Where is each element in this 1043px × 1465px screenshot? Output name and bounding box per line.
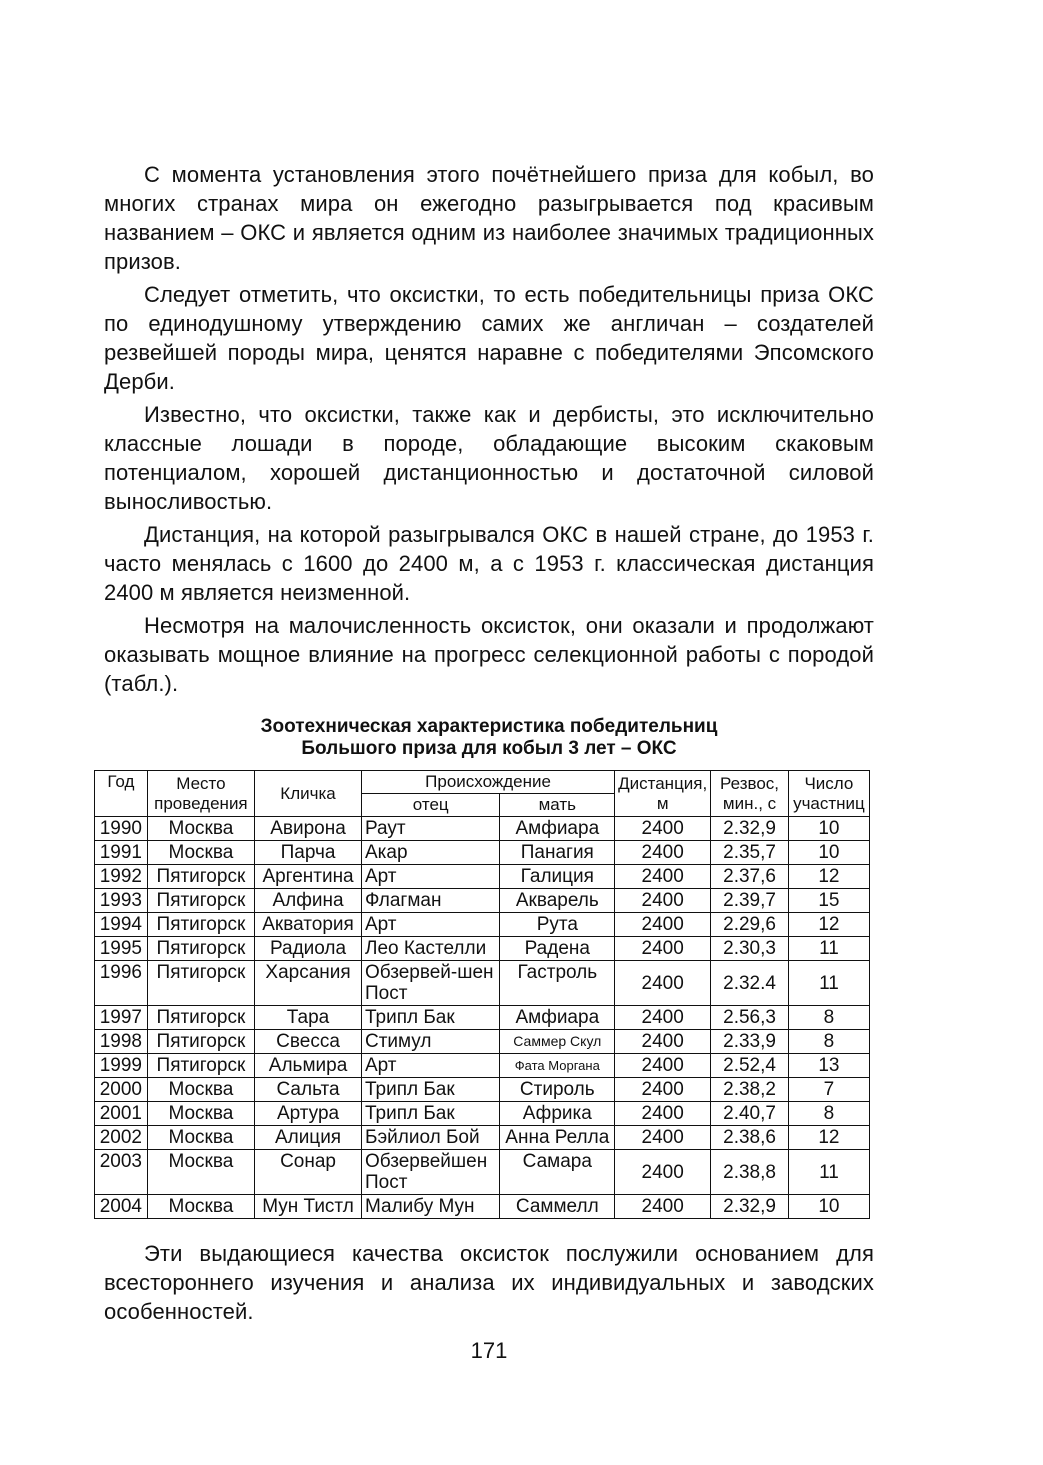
header-count: Число участниц <box>788 771 869 817</box>
cell-speed: 2.38,8 <box>711 1150 789 1195</box>
cell-speed: 2.33,9 <box>711 1030 789 1054</box>
cell-distance: 2400 <box>615 1102 711 1126</box>
table-row <box>95 1195 870 1219</box>
cell-distance: 2400 <box>615 1006 711 1030</box>
table-row <box>95 1006 870 1030</box>
cell-year: 2000 <box>95 1078 148 1102</box>
cell-speed: 2.39,7 <box>711 889 789 913</box>
cell-name: Сальта <box>255 1078 362 1102</box>
cell-sire: Трипл Бак <box>361 1102 500 1126</box>
cell-year: 2002 <box>95 1126 148 1150</box>
cell-sire: Обзервейшен Пост <box>361 1150 500 1195</box>
cell-dam: Акварель <box>500 889 615 913</box>
cell-name: Акватория <box>255 913 362 937</box>
cell-speed: 2.37,6 <box>711 865 789 889</box>
cell-place: Пятигорск <box>147 889 254 913</box>
cell-count: 10 <box>788 817 869 841</box>
cell-name: Альмира <box>255 1054 362 1078</box>
cell-year: 1992 <box>95 865 148 889</box>
cell-distance: 2400 <box>615 1150 711 1195</box>
cell-sire: Акар <box>361 841 500 865</box>
cell-count: 8 <box>788 1030 869 1054</box>
table-row <box>95 913 870 937</box>
header-place: Место проведения <box>147 771 254 817</box>
table-row <box>95 937 870 961</box>
table-row <box>95 865 870 889</box>
header-dam: мать <box>500 794 615 817</box>
cell-distance: 2400 <box>615 817 711 841</box>
header-name: Кличка <box>255 771 362 817</box>
cell-distance: 2400 <box>615 1078 711 1102</box>
cell-distance: 2400 <box>615 937 711 961</box>
cell-name: Тара <box>255 1006 362 1030</box>
cell-year: 1996 <box>95 961 148 1006</box>
cell-count: 15 <box>788 889 869 913</box>
cell-dam: Рута <box>500 913 615 937</box>
cell-sire: Лео Кастелли <box>361 937 500 961</box>
cell-place: Москва <box>147 841 254 865</box>
table-row <box>95 1054 870 1078</box>
cell-dam: Амфиара <box>500 817 615 841</box>
cell-place: Пятигорск <box>147 1030 254 1054</box>
table-row <box>95 817 870 841</box>
cell-distance: 2400 <box>615 889 711 913</box>
paragraph: Дистанция, на которой разыгрывался ОКС в нашей стране, до 1953 г. часто менялась с 1600 до 2400 м, а с 1953 г. классическая дистанция 2400 м является неизменной. <box>104 522 874 605</box>
cell-name: Артура <box>255 1102 362 1126</box>
cell-count: 7 <box>788 1078 869 1102</box>
cell-name: Свесса <box>255 1030 362 1054</box>
cell-sire: Раут <box>361 817 500 841</box>
table-row <box>95 889 870 913</box>
cell-count: 11 <box>788 961 869 1006</box>
cell-speed: 2.35,7 <box>711 841 789 865</box>
cell-place: Москва <box>147 1078 254 1102</box>
cell-distance: 2400 <box>615 1195 711 1219</box>
cell-speed: 2.32,9 <box>711 817 789 841</box>
cell-sire: Арт <box>361 1054 500 1078</box>
cell-dam: Фата Моргана <box>500 1054 615 1078</box>
cell-distance: 2400 <box>615 1054 711 1078</box>
cell-place: Пятигорск <box>147 865 254 889</box>
cell-sire: Арт <box>361 865 500 889</box>
cell-count: 12 <box>788 913 869 937</box>
cell-name: Аргентина <box>255 865 362 889</box>
header-speed: Резвос, мин., с <box>711 771 789 817</box>
cell-year: 1997 <box>95 1006 148 1030</box>
cell-sire: Обзервей-шен Пост <box>361 961 500 1006</box>
cell-speed: 2.40,7 <box>711 1102 789 1126</box>
cell-distance: 2400 <box>615 865 711 889</box>
cell-sire: Трипл Бак <box>361 1078 500 1102</box>
cell-year: 1998 <box>95 1030 148 1054</box>
cell-count: 13 <box>788 1054 869 1078</box>
table-row <box>95 841 870 865</box>
page-content <box>99 160 874 1364</box>
table-row <box>95 1126 870 1150</box>
cell-year: 1990 <box>95 817 148 841</box>
cell-place: Пятигорск <box>147 961 254 1006</box>
cell-year: 2003 <box>95 1150 148 1195</box>
cell-count: 10 <box>788 841 869 865</box>
cell-year: 1999 <box>95 1054 148 1078</box>
header-distance: Дистанция, м <box>615 771 711 817</box>
cell-dam: Радена <box>500 937 615 961</box>
closing-paragraph: Эти выдающиеся качества оксисток послужили основанием для всестороннего изучения и анализа их индивидуальных и заводских особенностей. <box>104 1241 874 1324</box>
cell-count: 11 <box>788 937 869 961</box>
cell-name: Парча <box>255 841 362 865</box>
cell-distance: 2400 <box>615 1030 711 1054</box>
cell-count: 12 <box>788 865 869 889</box>
cell-speed: 2.52,4 <box>711 1054 789 1078</box>
cell-sire: Стимул <box>361 1030 500 1054</box>
cell-name: Авирона <box>255 817 362 841</box>
cell-place: Пятигорск <box>147 1006 254 1030</box>
cell-speed: 2.38,6 <box>711 1126 789 1150</box>
paragraph: Несмотря на малочисленность оксисток, они оказали и продолжают оказывать мощное влияние на прогресс селекционной работы с породой (табл.). <box>104 613 874 696</box>
cell-name: Радиола <box>255 937 362 961</box>
header-sire: отец <box>361 794 500 817</box>
cell-name: Мун Тистл <box>255 1195 362 1219</box>
page-number: 171 <box>470 1338 508 1363</box>
cell-speed: 2.29,6 <box>711 913 789 937</box>
cell-dam: Африка <box>500 1102 615 1126</box>
cell-speed: 2.32,9 <box>711 1195 789 1219</box>
cell-year: 1991 <box>95 841 148 865</box>
cell-dam: Саммер Скул <box>500 1030 615 1054</box>
table-caption-line: Зоотехническая характеристика победительниц <box>260 716 718 737</box>
cell-place: Пятигорск <box>147 913 254 937</box>
cell-name: Алфина <box>255 889 362 913</box>
cell-count: 8 <box>788 1006 869 1030</box>
cell-place: Москва <box>147 817 254 841</box>
cell-dam: Анна Релла <box>500 1126 615 1150</box>
cell-year: 1995 <box>95 937 148 961</box>
table-row <box>95 1030 870 1054</box>
paragraph: Следует отметить, что оксистки, то есть победительницы приза ОКС по единодушному утверждению самих же англичан – создателей резвейшей породы мира, ценятся наравне с победителями Эпсомского Дерби. <box>104 282 874 394</box>
cell-speed: 2.38,2 <box>711 1078 789 1102</box>
paragraph: С момента установления этого почётнейшего приза для кобыл, во многих странах мира он ежегодно разыгрывается под красивым названием – ОКС и является одним из наиболее значимых традиционных призов. <box>104 162 874 274</box>
cell-speed: 2.30,3 <box>711 937 789 961</box>
cell-year: 2004 <box>95 1195 148 1219</box>
cell-speed: 2.32.4 <box>711 961 789 1006</box>
intro-text <box>104 160 874 698</box>
cell-place: Пятигорск <box>147 1054 254 1078</box>
table-row <box>95 1150 870 1195</box>
cell-dam: Самара <box>500 1150 615 1195</box>
cell-place: Москва <box>147 1102 254 1126</box>
cell-year: 1994 <box>95 913 148 937</box>
table-row <box>95 1078 870 1102</box>
cell-sire: Трипл Бак <box>361 1006 500 1030</box>
cell-name: Сонар <box>255 1150 362 1195</box>
winners-table <box>94 770 870 1219</box>
cell-distance: 2400 <box>615 841 711 865</box>
table-caption-line: Большого приза для кобыл 3 лет – ОКС <box>301 738 677 759</box>
cell-distance: 2400 <box>615 913 711 937</box>
cell-place: Пятигорск <box>147 937 254 961</box>
cell-dam: Панагия <box>500 841 615 865</box>
cell-sire: Бэйлиол Бой <box>361 1126 500 1150</box>
cell-place: Москва <box>147 1126 254 1150</box>
cell-speed: 2.56,3 <box>711 1006 789 1030</box>
cell-distance: 2400 <box>615 1126 711 1150</box>
cell-sire: Флагман <box>361 889 500 913</box>
cell-name: Харсания <box>255 961 362 1006</box>
cell-dam: Стироль <box>500 1078 615 1102</box>
cell-year: 2001 <box>95 1102 148 1126</box>
cell-sire: Арт <box>361 913 500 937</box>
cell-count: 10 <box>788 1195 869 1219</box>
table-caption <box>104 716 874 760</box>
cell-dam: Саммелл <box>500 1195 615 1219</box>
paragraph: Известно, что оксистки, также как и дербисты, это исключительно классные лошади в породе, обладающие высоким скаковым потенциалом, хорошей дистанционностью и достаточной силовой выносливостью. <box>104 402 874 514</box>
cell-dam: Амфиара <box>500 1006 615 1030</box>
table-row <box>95 1102 870 1126</box>
header-year: Год <box>95 771 148 817</box>
cell-count: 11 <box>788 1150 869 1195</box>
cell-dam: Галиция <box>500 865 615 889</box>
cell-place: Москва <box>147 1195 254 1219</box>
cell-year: 1993 <box>95 889 148 913</box>
cell-distance: 2400 <box>615 961 711 1006</box>
cell-name: Алиция <box>255 1126 362 1150</box>
cell-dam: Гастроль <box>500 961 615 1006</box>
header-origin: Происхождение <box>361 771 614 794</box>
cell-sire: Малибу Мун <box>361 1195 500 1219</box>
cell-place: Москва <box>147 1150 254 1195</box>
cell-count: 12 <box>788 1126 869 1150</box>
cell-count: 8 <box>788 1102 869 1126</box>
table-row <box>95 961 870 1006</box>
